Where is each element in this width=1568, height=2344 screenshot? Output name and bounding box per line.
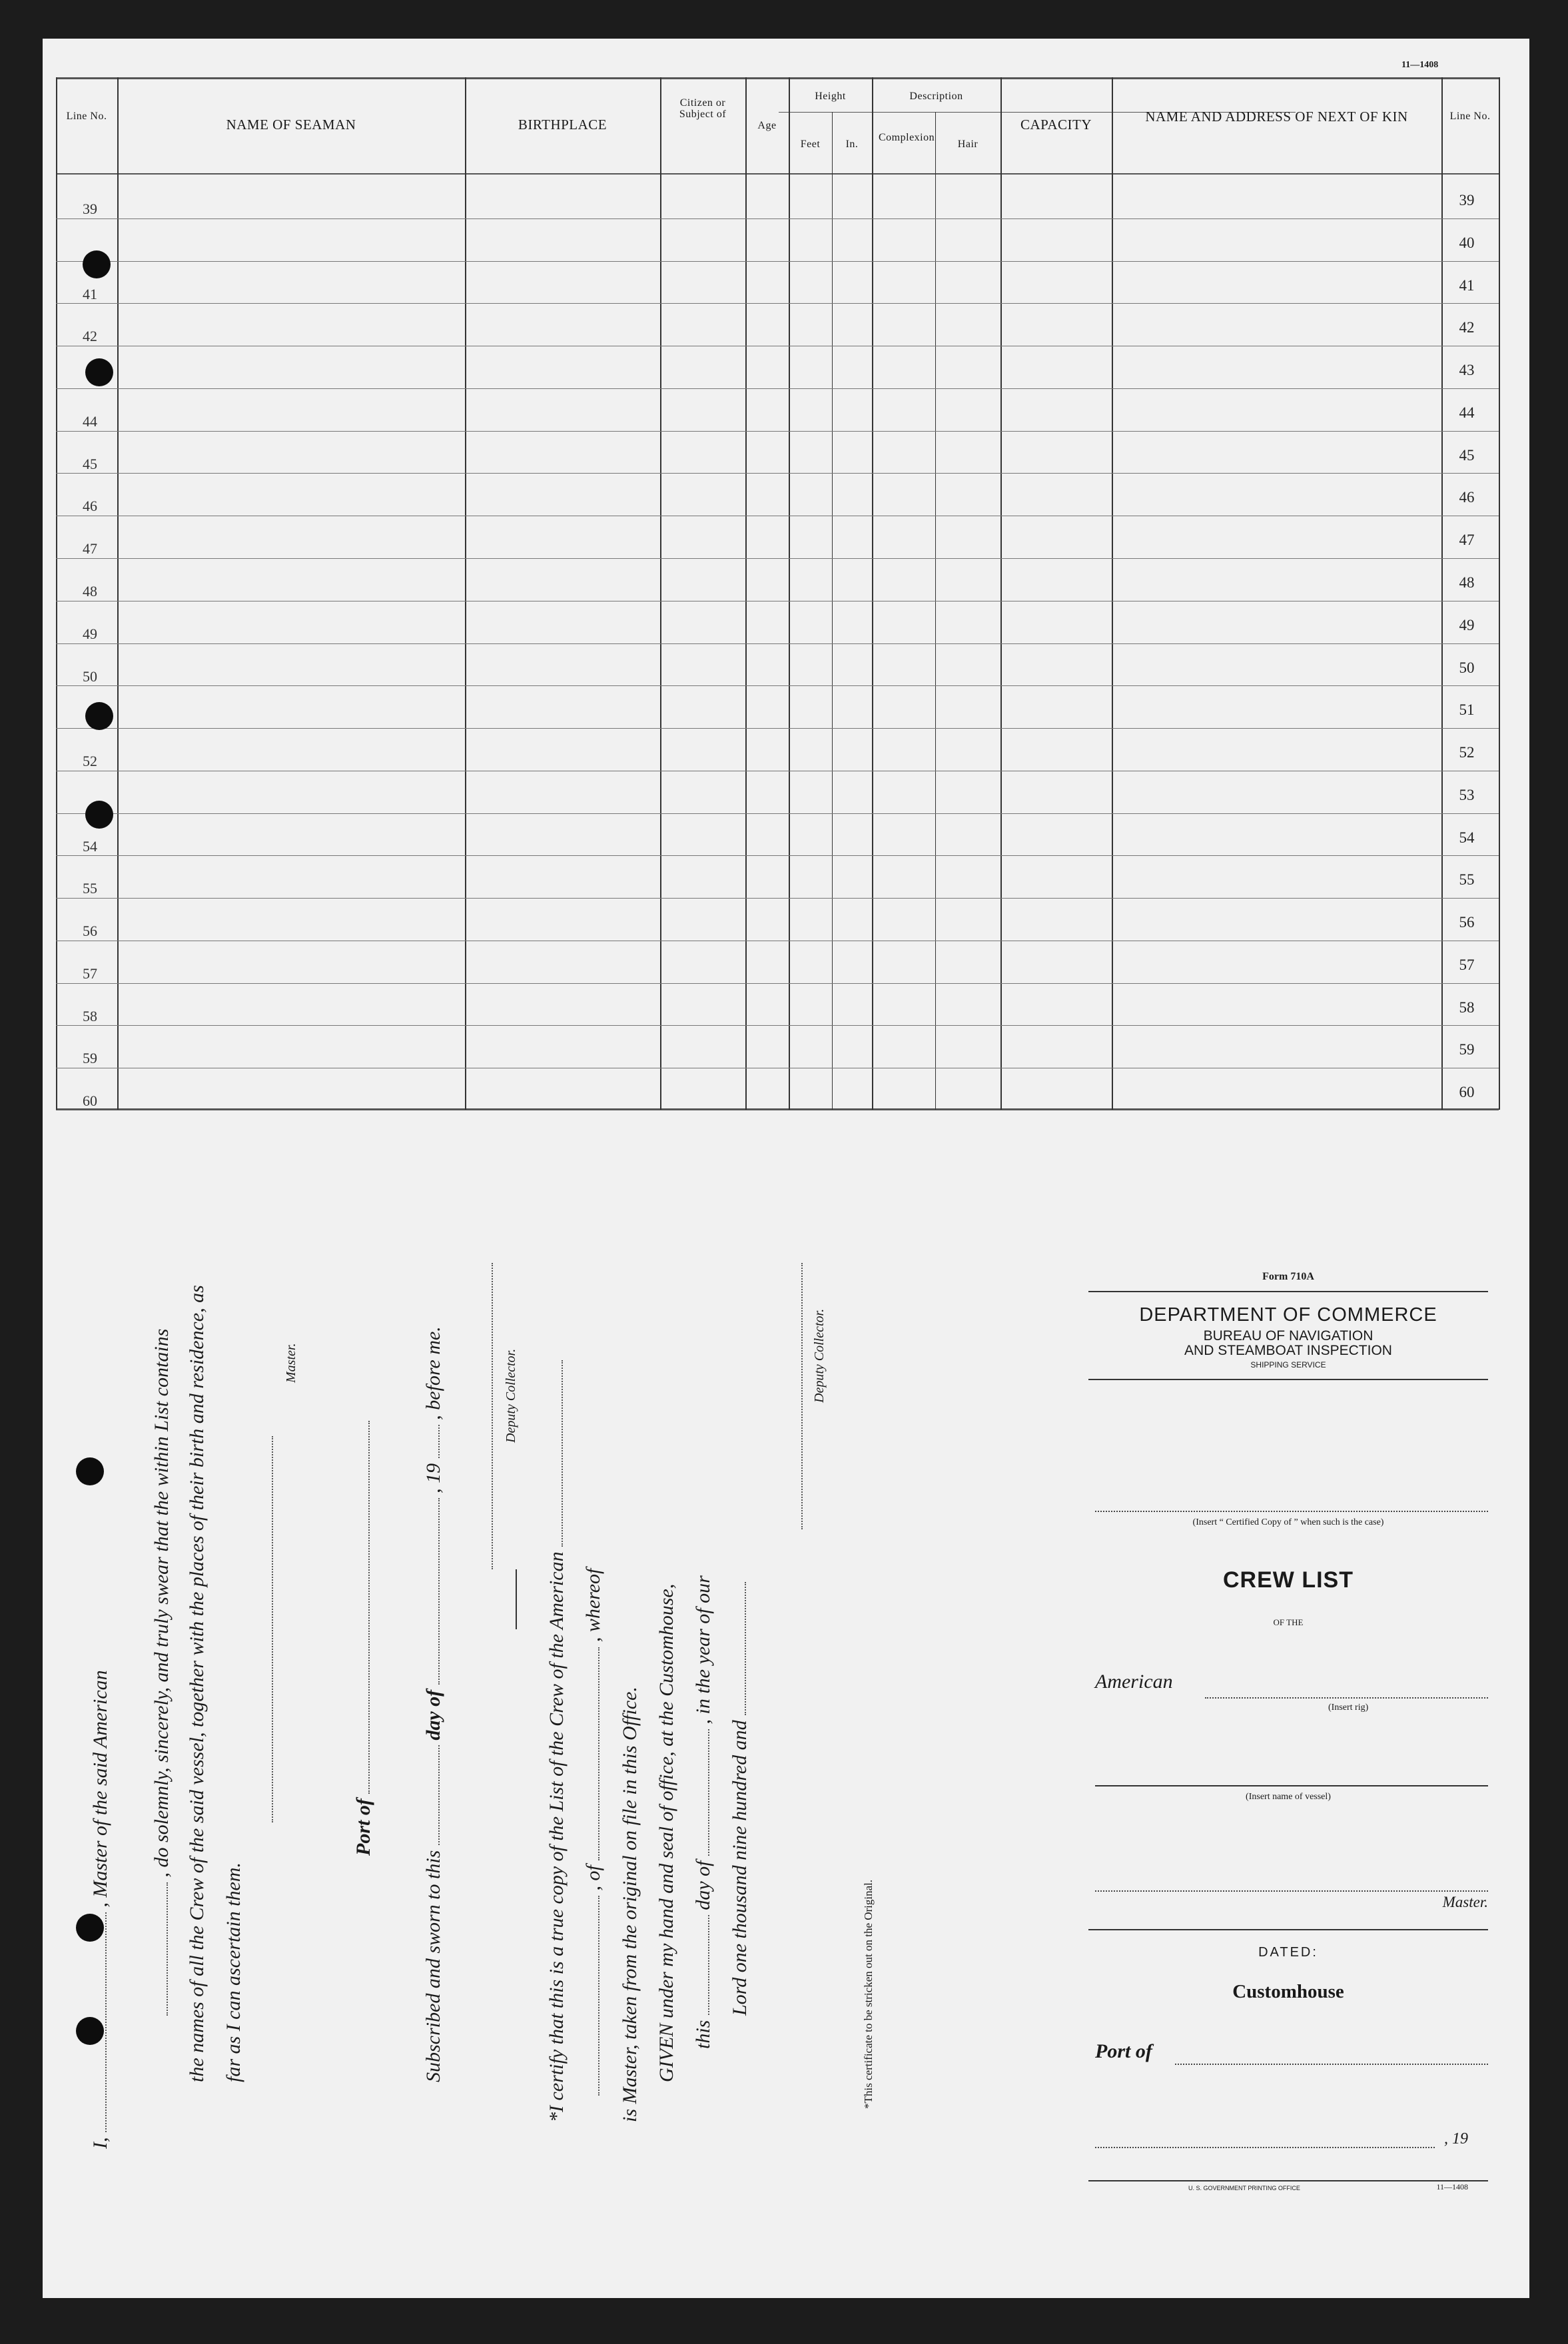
line-number-left: 48 bbox=[83, 583, 97, 599]
this-line bbox=[692, 1575, 715, 2049]
subscribed-day-blank[interactable] bbox=[438, 1745, 440, 1845]
line-number-left: 56 bbox=[83, 923, 97, 939]
line-number-right: 56 bbox=[1459, 914, 1475, 931]
cover-master-label: Master. bbox=[1442, 1894, 1488, 1910]
line-number-right: 40 bbox=[1459, 234, 1475, 251]
is-master-line: is Master, taken from the original on file in this Office. bbox=[619, 1687, 641, 2122]
line-number-right: 52 bbox=[1459, 744, 1475, 761]
subscribed-before-me: , before me. bbox=[422, 1326, 444, 1420]
table-row-rule bbox=[56, 303, 1499, 304]
line-number-right: 47 bbox=[1459, 532, 1475, 548]
this-day-of: day of bbox=[692, 1860, 714, 1910]
deputy-signature-blank-1[interactable] bbox=[492, 1263, 493, 1569]
col-rule bbox=[660, 77, 661, 1110]
oath-port-of bbox=[352, 1421, 375, 1856]
line-number-right: 50 bbox=[1459, 659, 1475, 676]
line-number-left: 44 bbox=[83, 413, 97, 430]
printer-credit: U. S. GOVERNMENT PRINTING OFFICE bbox=[1188, 2185, 1300, 2191]
certified-blank[interactable] bbox=[1095, 1511, 1488, 1512]
line-number-left: 55 bbox=[83, 880, 97, 897]
form-code-bottom: 11—1408 bbox=[1436, 2182, 1468, 2191]
crew-table bbox=[56, 77, 1499, 1110]
line-number-right: 54 bbox=[1459, 829, 1475, 846]
deputy-signature-2 bbox=[785, 1263, 808, 1529]
line-number-left: 57 bbox=[83, 965, 97, 982]
oath-section bbox=[89, 1190, 1128, 2149]
table-row-rule bbox=[56, 983, 1499, 984]
table-row-rule bbox=[56, 558, 1499, 559]
col-rule bbox=[872, 77, 873, 1110]
col-rule bbox=[117, 77, 119, 1110]
table-row-rule bbox=[56, 473, 1499, 474]
table-row-rule bbox=[56, 898, 1499, 899]
of-the: OF THE bbox=[1273, 1617, 1304, 1627]
header-inches: In. bbox=[845, 139, 859, 150]
line-number-left: 59 bbox=[83, 1050, 97, 1066]
col-rule bbox=[56, 77, 57, 1110]
punch-hole bbox=[85, 801, 113, 829]
line-number-right: 55 bbox=[1459, 871, 1475, 888]
this-text: this bbox=[692, 2020, 714, 2049]
customhouse-label: Customhouse bbox=[1232, 1981, 1344, 2002]
lord-year-blank[interactable] bbox=[745, 1582, 746, 1715]
date-blank[interactable] bbox=[1095, 2147, 1435, 2148]
port-of-blank[interactable] bbox=[368, 1421, 370, 1794]
form-sheet bbox=[43, 39, 1529, 2298]
header-height: Height bbox=[815, 91, 846, 102]
subscribed-year-prefix: , 19 bbox=[422, 1463, 444, 1493]
table-row-rule bbox=[56, 643, 1499, 644]
of-line bbox=[582, 1569, 605, 2096]
form-code-top: 11—1408 bbox=[1401, 60, 1439, 70]
col-rule bbox=[1000, 77, 1002, 1110]
insert-name: (Insert name of vessel) bbox=[1246, 1792, 1331, 1802]
line-number-left: 50 bbox=[83, 668, 97, 685]
line-number-left: 39 bbox=[83, 200, 97, 217]
insert-certified-note: (Insert “ Certified Copy of ” when such is the case) bbox=[1192, 1517, 1384, 1527]
line-number-right: 42 bbox=[1459, 319, 1475, 336]
whereof-text: , whereof bbox=[582, 1568, 604, 1643]
cover-rule bbox=[1088, 1929, 1488, 1930]
header-line-no-right: Line No. bbox=[1449, 111, 1491, 122]
line-number-right: 44 bbox=[1459, 404, 1475, 421]
bureau-line-2: AND STEAMBOAT INSPECTION bbox=[1184, 1343, 1392, 1358]
master-name-blank[interactable] bbox=[105, 1912, 107, 2132]
year-of-our-text: , in the year of our bbox=[692, 1575, 714, 1725]
subscribed-year-blank[interactable] bbox=[438, 1425, 440, 1458]
line-number-right: 48 bbox=[1459, 574, 1475, 591]
header-next-of-kin: NAME AND ADDRESS OF NEXT OF KIN bbox=[1145, 109, 1408, 125]
vessel-name-blank[interactable] bbox=[1095, 1785, 1488, 1786]
punch-hole bbox=[85, 702, 113, 730]
line-number-right: 57 bbox=[1459, 957, 1475, 973]
line-number-left: 58 bbox=[83, 1008, 97, 1024]
col-rule bbox=[1112, 77, 1113, 1110]
cover-port-blank[interactable] bbox=[1175, 2064, 1488, 2065]
dated-label: DATED: bbox=[1258, 1945, 1318, 1960]
of-blank-1[interactable] bbox=[598, 1896, 599, 2096]
oath-i: I, bbox=[89, 2137, 111, 2149]
year-19: , 19 bbox=[1444, 2130, 1468, 2148]
header-name-of-seaman: NAME OF SEAMAN bbox=[226, 117, 356, 133]
table-row-rule bbox=[56, 388, 1499, 389]
american-label: American bbox=[1095, 1671, 1173, 1693]
line-number-right: 41 bbox=[1459, 277, 1475, 294]
footnote: *This certificate to be stricken out on the Original. bbox=[862, 1879, 875, 2109]
master-label: Master. bbox=[284, 1343, 298, 1383]
table-row-rule bbox=[56, 1025, 1499, 1026]
line-number-left: 49 bbox=[83, 625, 97, 642]
col-rule bbox=[745, 77, 747, 1110]
crew-list-title: CREW LIST bbox=[1223, 1567, 1354, 1593]
table-row-rule bbox=[56, 855, 1499, 856]
line-number-left: 52 bbox=[83, 753, 97, 769]
master-signature-blank[interactable] bbox=[272, 1436, 273, 1822]
col-rule bbox=[465, 77, 466, 1110]
line-number-right: 45 bbox=[1459, 447, 1475, 464]
header-citizen: Citizen or Subject of bbox=[679, 97, 727, 120]
oath-line-3: the names of all the Crew of the said vessel, together with the places of their birth and residence, as bbox=[186, 1285, 208, 2082]
oath-line-1 bbox=[89, 1670, 112, 2149]
certify-vessel-blank[interactable] bbox=[562, 1360, 563, 1547]
subscribed-line bbox=[422, 1326, 445, 2082]
col-rule bbox=[789, 77, 790, 1110]
line-number-right: 43 bbox=[1459, 362, 1475, 378]
table-row-rule bbox=[56, 813, 1499, 814]
this-month-blank[interactable] bbox=[708, 1729, 709, 1856]
rig-blank[interactable] bbox=[1205, 1697, 1488, 1699]
certify-line bbox=[546, 1360, 568, 2122]
subscribed-day-of: day of bbox=[422, 1689, 444, 1741]
header-description: Description bbox=[909, 91, 963, 102]
department-title: DEPARTMENT OF COMMERCE bbox=[1139, 1304, 1437, 1326]
lord-line bbox=[729, 1582, 751, 2016]
of-text: , of bbox=[582, 1865, 604, 1891]
this-day-blank[interactable] bbox=[708, 1915, 709, 2015]
cover-rule bbox=[1088, 2180, 1488, 2181]
header-complexion: Complexion bbox=[879, 132, 935, 143]
insert-rig: (Insert rig) bbox=[1328, 1703, 1369, 1713]
line-number-right: 53 bbox=[1459, 787, 1475, 803]
line-number-right: 49 bbox=[1459, 617, 1475, 633]
oath-master-text: , Master of the said American bbox=[89, 1670, 111, 1908]
line-number-right: 59 bbox=[1459, 1041, 1475, 1058]
certify-text: *I certify that this is a true copy of the List of the Crew of the American bbox=[546, 1551, 568, 2122]
table-row-rule bbox=[56, 728, 1499, 729]
vessel-name-blank[interactable] bbox=[167, 1882, 168, 2016]
punch-hole bbox=[85, 358, 113, 386]
master-blank[interactable] bbox=[1095, 1890, 1488, 1892]
deputy-label-2: Deputy Collector. bbox=[812, 1308, 827, 1403]
line-number-left: 45 bbox=[83, 456, 97, 472]
table-row-rule bbox=[56, 218, 1499, 219]
line-number-left: 42 bbox=[83, 328, 97, 344]
col-rule bbox=[1441, 77, 1443, 1110]
shipping-service: SHIPPING SERVICE bbox=[1250, 1360, 1326, 1369]
port-of-label: Port of bbox=[352, 1798, 374, 1856]
cover-rule bbox=[1088, 1379, 1488, 1380]
table-top-rule bbox=[56, 77, 1499, 79]
header-birthplace: BIRTHPLACE bbox=[518, 117, 607, 133]
line-number-left: 54 bbox=[83, 838, 97, 855]
subscribed-month-blank[interactable] bbox=[438, 1498, 440, 1685]
line-number-left: 41 bbox=[83, 286, 97, 302]
lord-text: Lord one thousand nine hundred and bbox=[729, 1720, 751, 2016]
table-row-rule bbox=[56, 685, 1499, 686]
cover-port-of-label: Port of bbox=[1095, 2040, 1152, 2062]
table-row-rule bbox=[56, 261, 1499, 262]
col-rule bbox=[1499, 77, 1500, 1110]
line-number-right: 46 bbox=[1459, 489, 1475, 506]
oath-line-4: far as I can ascertain them. bbox=[222, 1862, 244, 2082]
oath-line-2 bbox=[151, 1329, 173, 2016]
header-capacity: CAPACITY bbox=[1020, 117, 1092, 133]
line-number-right: 39 bbox=[1459, 192, 1475, 208]
line-number-right: 58 bbox=[1459, 999, 1475, 1016]
given-line: GIVEN under my hand and seal of office, at the Customhouse, bbox=[655, 1583, 677, 2082]
bureau-line-1: BUREAU OF NAVIGATION bbox=[1203, 1328, 1373, 1344]
line-number-left: 47 bbox=[83, 540, 97, 557]
cover-rule bbox=[1088, 1291, 1488, 1292]
master-signature bbox=[256, 1436, 278, 1822]
form-number: Form 710A bbox=[1262, 1271, 1314, 1282]
line-number-right: 51 bbox=[1459, 701, 1475, 718]
subscribed-text: Subscribed and sworn to this bbox=[422, 1850, 444, 2082]
oath-swear-text: , do solemnly, sincerely, and truly swear that the within List contains bbox=[151, 1328, 173, 1878]
table-row-rule bbox=[56, 431, 1499, 432]
line-number-right: 60 bbox=[1459, 1084, 1475, 1100]
deputy-label-1: Deputy Collector. bbox=[504, 1348, 518, 1443]
header-hair: Hair bbox=[957, 139, 979, 150]
header-age: Age bbox=[757, 120, 777, 131]
deputy-signature-1 bbox=[476, 1263, 498, 1569]
cover-panel bbox=[1088, 1271, 1488, 2203]
header-bottom-rule bbox=[56, 173, 1499, 175]
divider-rule bbox=[516, 1569, 517, 1629]
line-number-left: 60 bbox=[83, 1092, 97, 1109]
header-feet: Feet bbox=[800, 139, 821, 150]
header-line-no: Line No. bbox=[66, 111, 107, 122]
of-blank-2[interactable] bbox=[598, 1647, 599, 1860]
deputy-signature-blank-2[interactable] bbox=[801, 1263, 803, 1529]
line-number-left: 46 bbox=[83, 498, 97, 514]
punch-hole bbox=[83, 250, 111, 278]
